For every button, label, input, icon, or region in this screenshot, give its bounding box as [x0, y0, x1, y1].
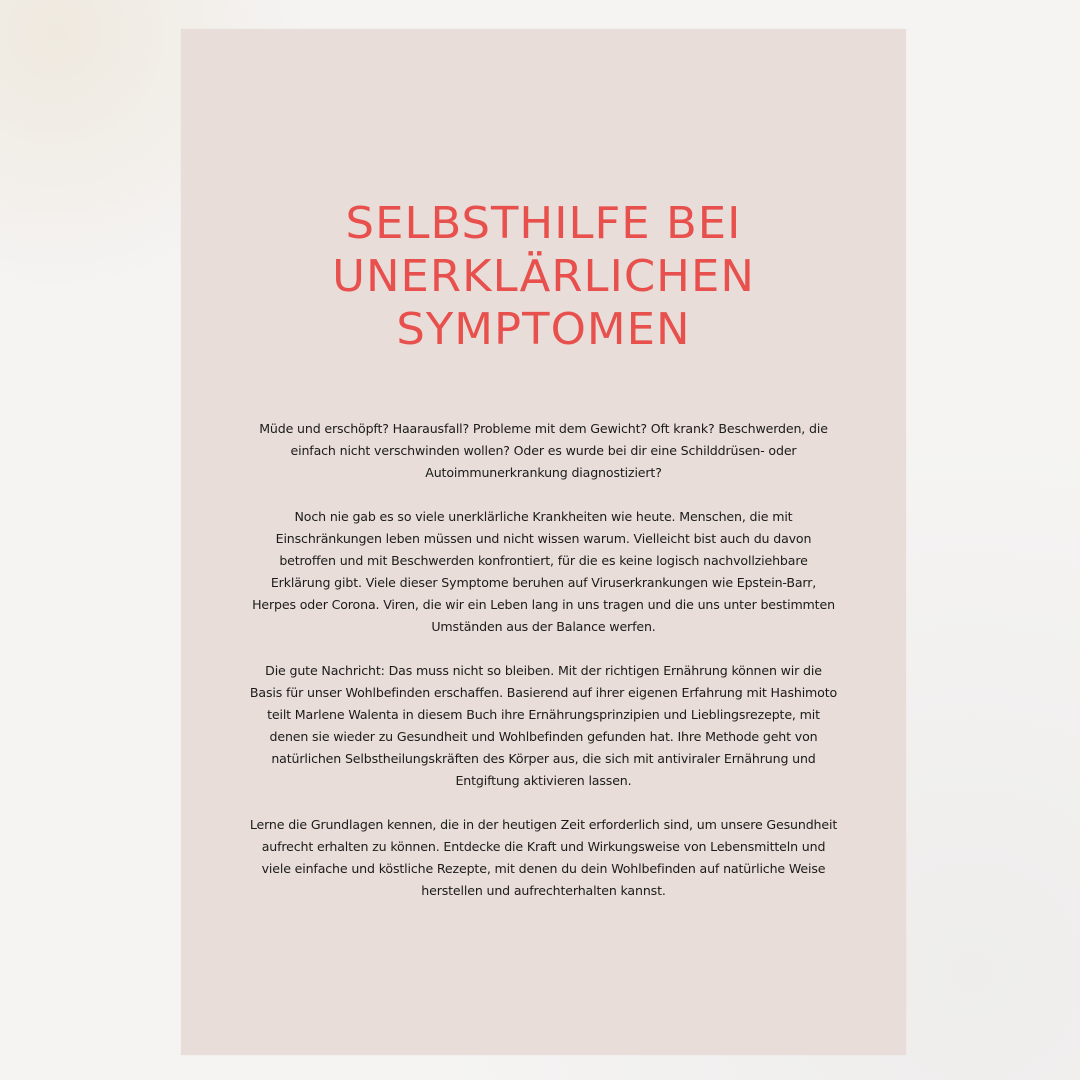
title-line-1: SELBSTHILFE BEI: [345, 198, 742, 249]
blurb-text: [249, 418, 838, 924]
title-line-2: UNERKLÄRLICHEN: [332, 251, 755, 302]
paragraph-good-news: Die gute Nachricht: Das muss nicht so bleiben. Mit der richtigen Ernährung können wir die Basis für unser Wohlbefinden erschaffen. Basierend auf ihrer eigenen Erfahrung mit Hashimoto teilt Marlene Walenta in diesem Buch ihre Ernährungsprinzipien und Lieblingsrezepte, mit denen sie wieder zu Gesundheit und Wohlbefinden gefunden hat. Ihre Methode geht von natürlichen Selbstheilungskräften des Körper aus, die sich mit antiviraler Ernährung und Entgiftung aktivieren lassen.: [249, 663, 838, 788]
paragraph-learn-basics: Lerne die Grundlagen kennen, die in der heutigen Zeit erforderlich sind, um unsere Gesundheit aufrecht erhalten zu können. Entdecke die Kraft und Wirkungsweise von Lebensmitteln und viele einfache und köstliche Rezepte, mit denen du dein Wohlbefinden auf natürliche Weise herstellen und aufrechterhalten kannst.: [249, 817, 838, 898]
paragraph-unexplained-illnesses: Noch nie gab es so viele unerklärliche Krankheiten wie heute. Menschen, die mit Einschränkungen leben müssen und nicht wissen warum. Vielleicht bist auch du davon betroffen und mit Beschwerden konfrontiert, für die es keine logisch nachvollziehbare Erklärung gibt. Viele dieser Symptome beruhen auf Viruserkrankungen wie Epstein-Barr, Herpes oder Corona. Viren, die wir ein Leben lang in uns tragen und die uns unter bestimmten Umständen aus der Balance werfen.: [252, 509, 835, 634]
book-back-cover: [181, 29, 906, 1055]
paragraph-intro-questions: Müde und erschöpft? Haarausfall? Probleme mit dem Gewicht? Oft krank? Beschwerden, die einfach nicht verschwinden wollen? Oder es wurde bei dir eine Schilddrüsen- oder Autoimmunerkrankung diagnostiziert?: [259, 421, 828, 480]
page-title: [174, 197, 914, 356]
title-line-3: SYMPTOMEN: [396, 304, 691, 355]
